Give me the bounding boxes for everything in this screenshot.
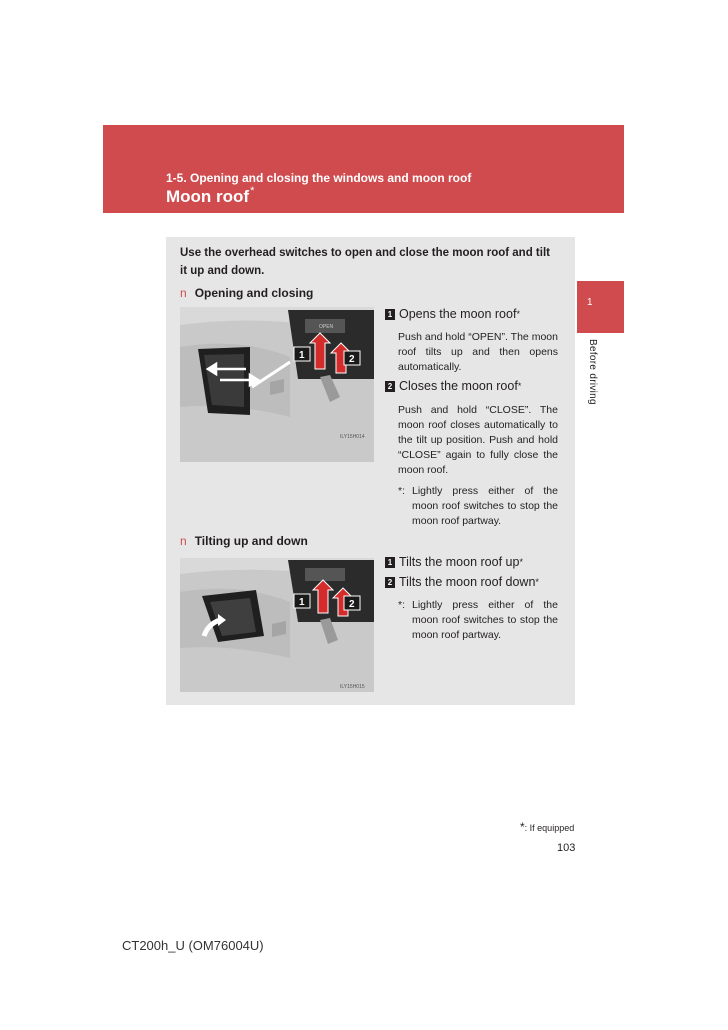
note-text: Lightly press either of the moon roof switches to stop the moon roof partway.	[412, 599, 558, 641]
item-title: Opens the moon roof	[399, 307, 517, 321]
footnote-mark: *	[520, 820, 525, 834]
chapter-tab-label: Before driving	[587, 339, 598, 405]
item-tilts-down	[385, 575, 539, 589]
section-heading-text: Opening and closing	[194, 286, 314, 300]
image-code: ILY15H015	[340, 684, 365, 690]
illustration-opening-closing	[180, 307, 374, 462]
bullet-icon: n	[180, 286, 187, 300]
bullet-icon: n	[180, 534, 187, 548]
image-code: ILY15H014	[340, 434, 365, 440]
item-opens-description: Push and hold “OPEN”. The moon roof tilts up and then opens automatically.	[398, 331, 558, 373]
page-title-text: Moon roof	[166, 187, 250, 206]
note-stop-partway	[398, 484, 558, 529]
number-box-2: 2	[385, 381, 395, 392]
number-box-2: 2	[385, 577, 395, 588]
item-closes-description: Push and hold “CLOSE”. The moon roof closes automatically to the tilt up position. Push and hold “CLOSE” again to fully close the moon roof.	[398, 404, 558, 476]
document-id: CT200h_U (OM76004U)	[122, 938, 264, 953]
page-number: 103	[557, 842, 576, 854]
chapter-tab-number: 1	[587, 297, 593, 308]
illustration-tilting	[180, 558, 374, 692]
item-opens-moon-roof	[385, 307, 520, 321]
note-text: Lightly press either of the moon roof switches to stop the moon roof partway.	[412, 485, 558, 527]
section-label: 1-5. Opening and closing the windows and moon roof	[166, 171, 472, 185]
note-stop-partway-2	[398, 598, 558, 643]
callout-2: 2	[349, 599, 355, 610]
footnote	[520, 820, 574, 834]
item-mark: *	[519, 557, 523, 567]
callout-1: 1	[299, 597, 305, 608]
item-mark: *	[517, 381, 522, 391]
item-mark: *	[535, 577, 539, 587]
title-mark: *	[250, 185, 255, 197]
intro-text: Use the overhead switches to open and close the moon roof and tilt it up and down.	[180, 247, 550, 277]
section-heading-tilting	[180, 534, 308, 548]
item-title: Tilts the moon roof down	[399, 575, 536, 589]
svg-text:OPEN: OPEN	[319, 324, 334, 330]
page-title	[166, 187, 254, 207]
note-mark: *:	[398, 599, 406, 611]
callout-2: 2	[349, 354, 355, 365]
item-tilts-up	[385, 555, 523, 569]
item-closes-moon-roof	[385, 379, 521, 393]
section-heading-opening	[180, 286, 313, 300]
item-title: Closes the moon roof	[399, 379, 518, 393]
item-title: Tilts the moon roof up	[399, 555, 520, 569]
note-mark: *:	[398, 485, 406, 497]
item-mark: *	[516, 309, 520, 319]
chapter-tab[interactable]	[577, 281, 624, 333]
number-box-1: 1	[385, 309, 395, 320]
number-box-1: 1	[385, 557, 395, 568]
footnote-text: : If equipped	[524, 823, 575, 833]
section-heading-text: Tilting up and down	[194, 534, 308, 548]
callout-1: 1	[299, 350, 305, 361]
